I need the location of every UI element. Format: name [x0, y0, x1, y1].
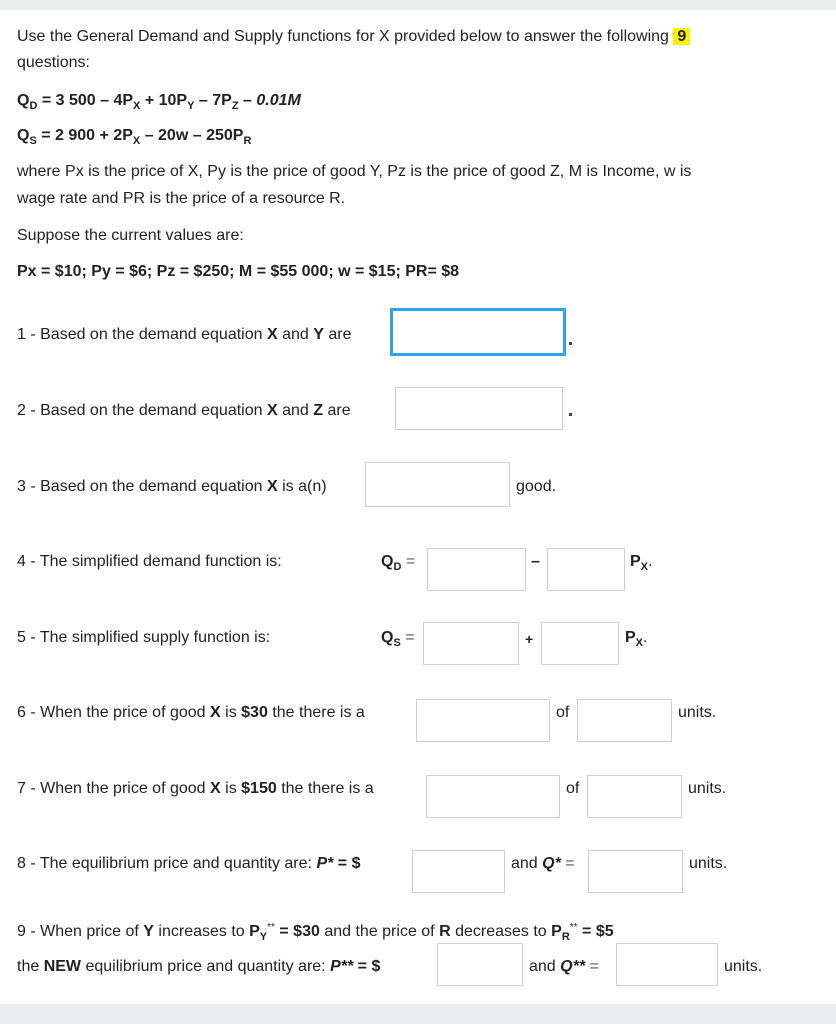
q2-period — [569, 413, 572, 416]
qd-part1: = 3 500 – 4P — [41, 92, 134, 109]
q9-and-q — [529, 958, 599, 976]
qd-part3: – 7P — [198, 92, 232, 109]
q5-operator: + — [525, 631, 534, 647]
q9-pysub: Y — [259, 931, 268, 943]
q6-price: $30 — [241, 704, 268, 721]
where-line-2: wage rate and PR is the price of a resource R. — [17, 190, 346, 207]
intro-line — [17, 28, 690, 46]
qs-sub: S — [29, 135, 37, 147]
q9-eq2: = — [589, 958, 599, 975]
q3-good: good. — [516, 478, 557, 495]
q9-t4: and the price of — [324, 923, 435, 940]
q9-q: Q** — [560, 958, 586, 975]
qd-part4: – 0.01M — [243, 92, 301, 109]
question-card — [0, 10, 836, 1004]
qs-symbol: Q — [17, 127, 30, 144]
q5-q: Q — [381, 629, 394, 646]
q7-prompt — [17, 780, 374, 798]
q9-quantity-input[interactable] — [616, 943, 718, 986]
q8-and: and — [511, 855, 538, 872]
q2-are: are — [327, 402, 351, 419]
q2-text: 2 - Based on the demand equation — [17, 402, 263, 419]
q2-prompt — [17, 402, 351, 420]
q2-x: X — [266, 402, 278, 419]
q9-price-input[interactable] — [437, 943, 523, 986]
q6-amount-input[interactable] — [577, 699, 672, 742]
q8-eq2: = — [565, 855, 575, 872]
q4-intercept-input[interactable] — [427, 548, 526, 591]
qd-y: Y — [187, 100, 195, 112]
q5-slope-input[interactable] — [541, 622, 619, 665]
q9-t5: decreases to — [455, 923, 547, 940]
qd-x: X — [133, 100, 141, 112]
q7-text: 7 - When the price of good — [17, 780, 206, 797]
q8-units: units. — [689, 855, 728, 872]
q5-intercept-input[interactable] — [423, 622, 519, 665]
q9-line-1 — [17, 922, 614, 943]
q8-quantity-input[interactable] — [588, 850, 683, 893]
q9-p: P** — [330, 958, 354, 975]
q8-text: 8 - The equilibrium price and quantity are: — [17, 855, 312, 872]
q4-pxsub: X — [640, 561, 649, 573]
q4-px — [630, 553, 652, 573]
q1-period — [569, 342, 572, 345]
q9-r: R — [439, 923, 451, 940]
q4-dot: . — [648, 553, 653, 570]
q4-eq: = — [405, 553, 416, 570]
q1-answer-input[interactable] — [390, 308, 566, 356]
q7-rest: the there is a — [281, 780, 374, 797]
q7-units: units. — [688, 780, 727, 797]
q4-qd — [381, 553, 415, 573]
q2-z: Z — [313, 402, 324, 419]
qs-x: X — [132, 135, 141, 147]
q5-p: P — [625, 629, 636, 646]
suppose-line: Suppose the current values are: — [17, 227, 244, 244]
where-line-1: where Px is the price of X, Py is the price of good Y, Pz is the price of good Z, M is Income, w is — [17, 163, 692, 180]
q5-pxsub: X — [635, 637, 644, 649]
q9-t7: equilibrium price and quantity are: — [85, 958, 326, 975]
q9-t1: 9 - When price of — [17, 923, 139, 940]
q3-x: X — [266, 478, 278, 495]
q4-p: P — [630, 553, 641, 570]
q4-operator: – — [531, 553, 540, 570]
q9-prsub: R — [561, 931, 570, 943]
q6-type-input[interactable] — [416, 699, 550, 742]
q3-prompt — [17, 478, 327, 496]
q1-y: Y — [313, 326, 324, 343]
q3-answer-input[interactable] — [365, 462, 510, 507]
q8-price-input[interactable] — [412, 850, 505, 893]
q9-t2: increases to — [158, 923, 245, 940]
q9-pysup: ** — [267, 922, 275, 933]
q9-and: and — [529, 958, 556, 975]
q5-eq: = — [405, 629, 415, 646]
q8-p: P* — [316, 855, 334, 872]
q6-is: is — [225, 704, 237, 721]
q9-prsup: ** — [569, 922, 578, 933]
q5-sub: S — [393, 637, 401, 649]
qd-symbol: Q — [17, 92, 30, 109]
q4-q: Q — [381, 553, 394, 570]
qs-r: R — [243, 135, 252, 147]
qd-part2: + 10P — [144, 92, 188, 109]
q7-price: $150 — [241, 780, 277, 797]
q1-prompt — [17, 326, 352, 344]
q5-px — [625, 629, 647, 649]
q9-line-2 — [17, 958, 380, 976]
question-count-badge: 9 — [673, 28, 690, 45]
q6-text: 6 - When the price of good — [17, 704, 206, 721]
q4-slope-input[interactable] — [547, 548, 625, 591]
q3-text: 3 - Based on the demand equation — [17, 478, 263, 495]
q8-eq: = $ — [337, 855, 361, 872]
q6-units: units. — [678, 704, 717, 721]
current-values: Px = $10; Py = $6; Pz = $250; M = $55 000; w = $15; PR= $8 — [17, 263, 460, 280]
q7-of: of — [566, 780, 580, 797]
q9-py: P — [249, 923, 260, 940]
q1-are: are — [328, 326, 352, 343]
q7-amount-input[interactable] — [587, 775, 682, 818]
q6-rest: the there is a — [272, 704, 365, 721]
q9-y: Y — [143, 923, 154, 940]
q4-prompt: 4 - The simplified demand function is: — [17, 553, 282, 570]
q7-type-input[interactable] — [426, 775, 560, 818]
q9-t3: = $30 — [279, 923, 320, 940]
q7-is: is — [225, 780, 237, 797]
qd-z: Z — [231, 100, 239, 112]
q5-dot: . — [643, 629, 648, 646]
q3-isan: is a(n) — [282, 478, 327, 495]
q7-x: X — [210, 780, 221, 797]
q8-q: Q* — [542, 855, 561, 872]
q6-x: X — [210, 704, 221, 721]
q9-new: NEW — [43, 958, 82, 975]
q2-answer-input[interactable] — [395, 387, 563, 430]
q9-eq: = $ — [357, 958, 381, 975]
qs-part1: = 2 900 + 2P — [41, 127, 133, 144]
q1-and: and — [282, 326, 309, 343]
demand-equation — [17, 92, 301, 112]
q8-prompt — [17, 855, 360, 873]
intro-text: Use the General Demand and Supply functions for X provided below to answer the following — [17, 28, 669, 45]
q4-sub: D — [393, 561, 402, 573]
q9-units: units. — [724, 958, 763, 975]
qd-sub: D — [29, 100, 38, 112]
q1-x: X — [266, 326, 278, 343]
q6-prompt — [17, 704, 365, 722]
intro-line-2: questions: — [17, 54, 90, 71]
q1-text: 1 - Based on the demand equation — [17, 326, 263, 343]
q5-qs — [381, 629, 415, 649]
q5-prompt: 5 - The simplified supply function is: — [17, 629, 271, 646]
qs-part2: – 20w – 250P — [144, 127, 244, 144]
q9-the: the — [17, 958, 40, 975]
q8-and-q — [511, 855, 575, 873]
supply-equation — [17, 127, 251, 147]
q2-and: and — [282, 402, 309, 419]
q6-of: of — [556, 704, 570, 721]
q9-t6: = $5 — [582, 923, 614, 940]
q9-pr: P — [551, 923, 562, 940]
